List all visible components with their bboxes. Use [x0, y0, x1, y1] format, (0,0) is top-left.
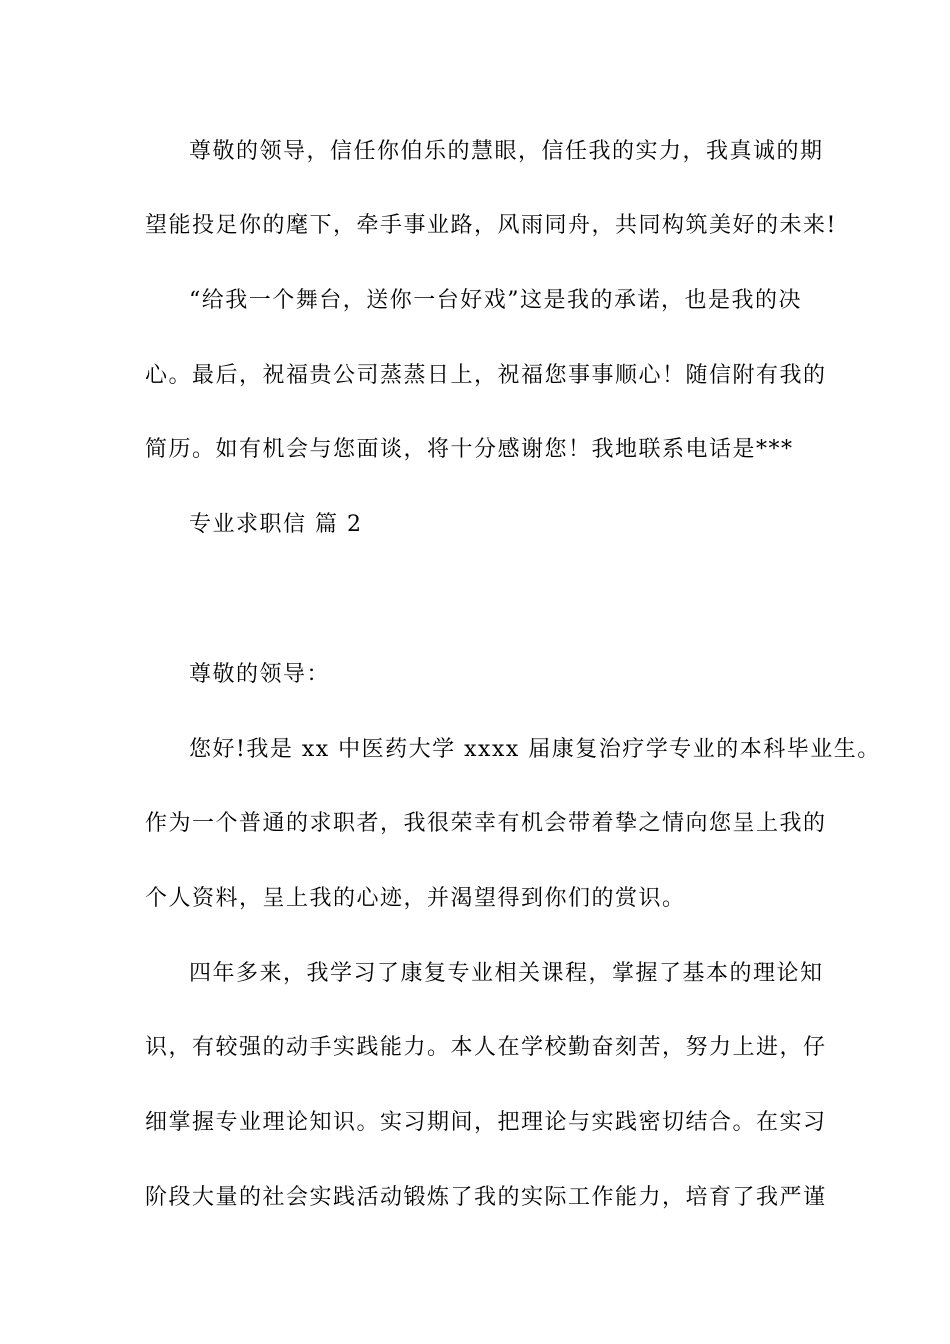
paragraph-line: 阶段大量的社会实践活动锻炼了我的实际工作能力，培育了我严谨	[145, 1185, 827, 1210]
paragraph-line: “给我一个舞台，送你一台好戏”这是我的承诺，也是我的决	[189, 288, 802, 313]
paragraph-line: 简历。如有机会与您面谈，将十分感谢您！我地联系电话是***	[145, 437, 794, 462]
paragraph-line: 尊敬的领导，信任你伯乐的慧眼，信任我的实力，我真诚的期	[189, 139, 824, 164]
paragraph-line: 识，有较强的动手实践能力。本人在学校勤奋刻苦，努力上进，仔	[145, 1035, 827, 1060]
paragraph-line: 您好!我是 xx 中医药大学 xxxx 届康复治疗学专业的本科毕业生。	[189, 737, 881, 762]
salutation: 尊敬的领导：	[189, 662, 331, 687]
section-heading: 专业求职信 篇 2	[189, 512, 363, 537]
paragraph-line: 四年多来，我学习了康复专业相关课程，掌握了基本的理论知	[189, 961, 824, 986]
paragraph-line: 望能投足你的麾下，牵手事业路，风雨同舟，共同构筑美好的未来!	[145, 213, 837, 238]
paragraph-line: 心。最后，祝福贵公司蒸蒸日上，祝福您事事顺心！随信附有我的	[145, 363, 827, 388]
paragraph-line: 细掌握专业理论知识。实习期间，把理论与实践密切结合。在实习	[145, 1110, 827, 1135]
paragraph-line: 作为一个普通的求职者，我很荣幸有机会带着挚之情向您呈上我的	[145, 811, 827, 836]
paragraph-line: 个人资料，呈上我的心迹，并渴望得到你们的赏识。	[145, 886, 686, 911]
